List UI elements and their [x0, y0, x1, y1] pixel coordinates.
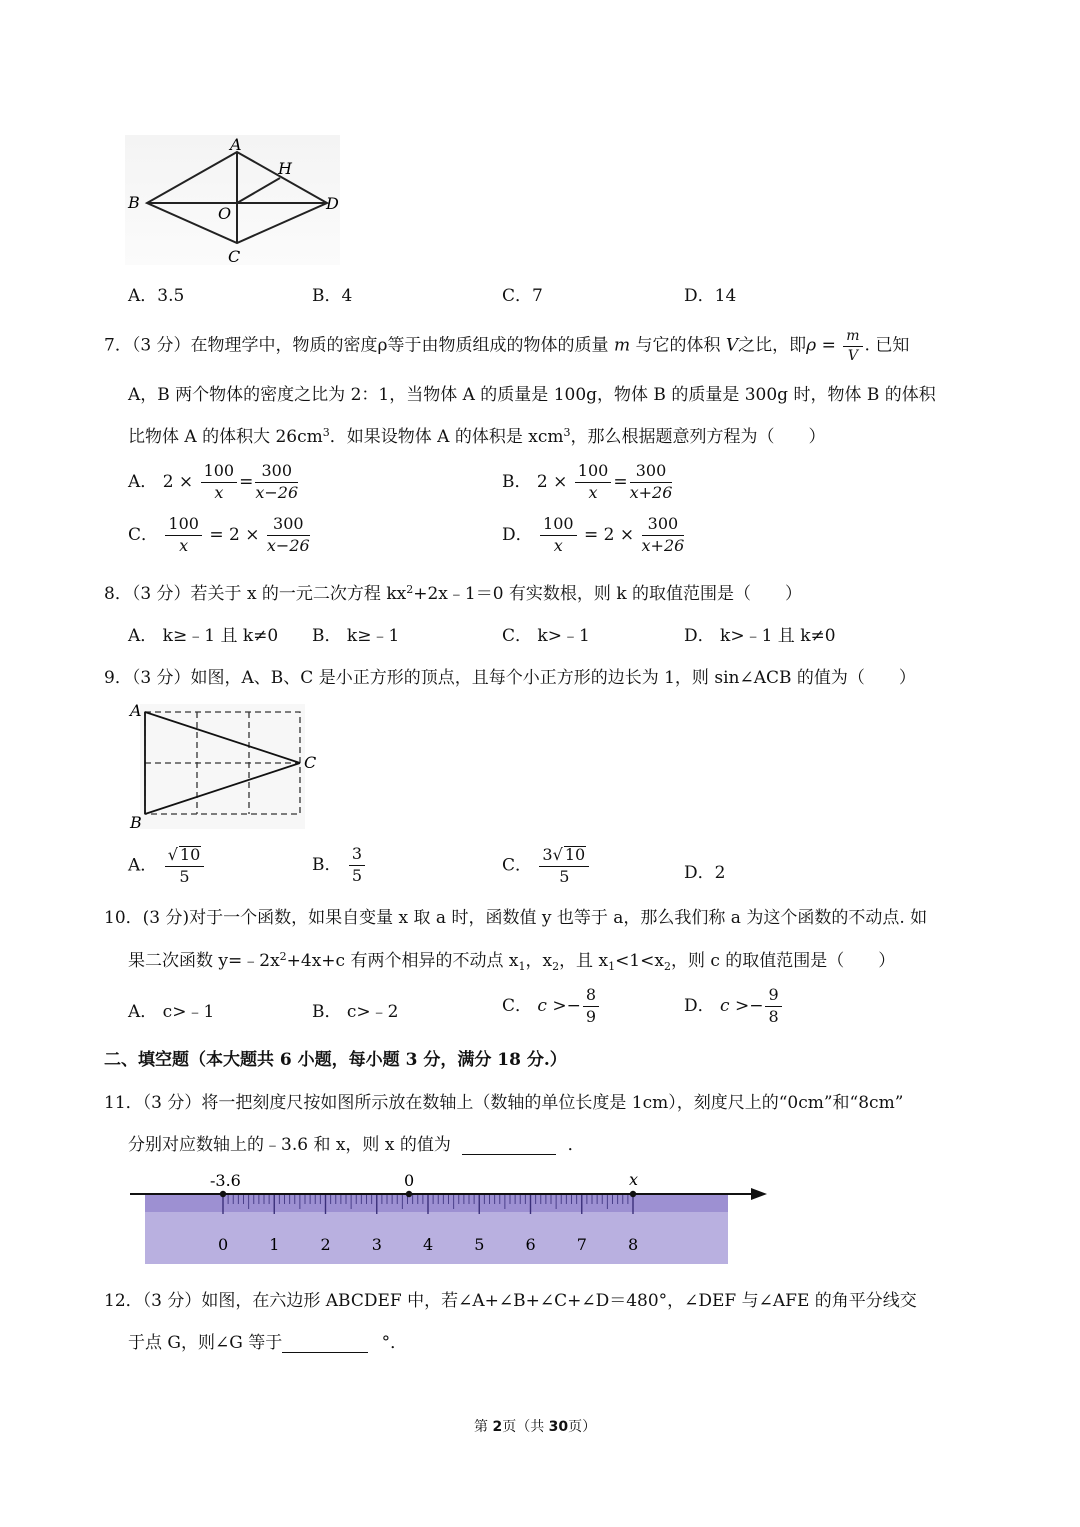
q8-option-d: D． k>﹣1 且 k≠0	[684, 626, 836, 646]
q7-c-d1: x	[179, 535, 189, 555]
q9-option-b	[312, 846, 367, 885]
q11-end: ．	[567, 1135, 585, 1155]
q7-d-d2: x+26	[641, 535, 685, 555]
q8-stem	[104, 579, 802, 604]
q7-a-n2: 300	[255, 463, 298, 483]
fig9-label-c: C	[304, 753, 317, 772]
q7-a-eq: =	[239, 471, 254, 492]
fig6-label-o: O	[218, 204, 232, 223]
rhombus-figure	[120, 130, 350, 270]
q10-sub-1b: 1	[608, 960, 616, 973]
ruler-tick-label: 1	[269, 1235, 280, 1254]
grid-triangle-figure	[120, 696, 330, 836]
q10-d-den: 8	[768, 1006, 779, 1026]
q9-c-den: 5	[559, 866, 570, 886]
q7-b-frac2	[630, 463, 673, 502]
page-footer	[474, 1416, 596, 1436]
q7-a-pre: 2 ×	[162, 471, 194, 492]
q7-d-d1: x	[553, 535, 563, 555]
axis-label-zero: 0	[404, 1171, 415, 1190]
q6-option-c: C．7	[502, 286, 543, 306]
q7-c-d2: x−26	[266, 535, 310, 555]
q8-option-b: B． k≥﹣1	[312, 626, 400, 646]
q8-text-a: 8．（3 分）若关于 x 的一元二次方程 kx	[104, 584, 407, 604]
q7-a-frac2	[255, 463, 298, 502]
section-title-n3: 18	[497, 1050, 521, 1070]
q10-option-d	[684, 987, 784, 1026]
q7-a-d1: x	[214, 482, 224, 502]
q9-option-d: D．2	[684, 863, 726, 883]
q7-d-n2: 300	[642, 516, 685, 536]
q7-sup-a: 3	[322, 426, 330, 439]
q10-text-f: ，则 c 的取值范围是（ ）	[670, 951, 896, 971]
q10-c-label: C．	[502, 995, 533, 1016]
q7-b-d1: x	[588, 482, 598, 502]
q7-text-3a: 比物体 A 的体积大 26cm	[128, 427, 323, 447]
q10-option-b: B． c>﹣2	[312, 1002, 399, 1022]
section-title	[104, 1045, 567, 1070]
q7-a-frac1	[201, 463, 238, 502]
fig6-label-b: B	[128, 193, 140, 212]
q9-a-den: 5	[179, 866, 190, 886]
q10-sub-2a: 2	[552, 960, 560, 973]
q7-sup-b: 3	[563, 426, 571, 439]
q10-text-c: ，x	[525, 951, 553, 971]
q10-c-num: 8	[583, 987, 599, 1007]
q7-b-frac1	[575, 463, 612, 502]
q7-d-frac1	[540, 516, 577, 555]
q7-text-1c: 之比，即	[738, 335, 807, 356]
q9-c-root: 10	[564, 845, 586, 864]
section-title-d: 分.）	[520, 1050, 567, 1070]
q7-b-label: B．	[502, 471, 532, 492]
q7-b-eq: =	[613, 471, 628, 492]
q7-text-1b: 与它的体积	[635, 335, 721, 356]
q7-b-n1: 100	[575, 463, 612, 483]
ruler-tick-label: 6	[525, 1235, 536, 1254]
ruler-tick-label: 0	[218, 1235, 229, 1254]
q7-b-n2: 300	[630, 463, 673, 483]
footer-a: 第	[474, 1419, 493, 1435]
q9-a-label: A．	[128, 855, 158, 876]
q7-text-3c: ，那么根据题意列方程为（ ）	[570, 427, 826, 447]
q8-option-c: C． k>﹣1	[502, 626, 590, 646]
q7-option-d	[502, 516, 686, 555]
section-title-n2: 3	[405, 1050, 418, 1070]
q7-option-b	[502, 463, 674, 502]
section-title-c: 分，满分	[417, 1050, 498, 1070]
q7-frac-den: V	[847, 347, 858, 364]
q7-text-1d: . 已知	[864, 335, 910, 356]
fig6-label-d: D	[326, 194, 339, 213]
q12-end: °．	[381, 1333, 408, 1353]
q7-d-n1: 100	[540, 516, 577, 536]
q7-line3	[128, 422, 825, 447]
sqrt-symbol: √	[167, 845, 178, 864]
number-line-ruler-figure	[125, 1168, 775, 1266]
q7-var-v: V	[725, 335, 739, 356]
q10-c-den: 9	[585, 1006, 597, 1026]
q7-frac-num: m	[843, 329, 862, 347]
q12-line1: 12．（3 分）如图，在六边形 ABCDEF 中，若∠A+∠B+∠C+∠D＝480°，∠DEF 与∠AFE 的角平分线交	[104, 1291, 917, 1311]
q9-b-den: 5	[351, 865, 363, 885]
q9-option-a	[128, 846, 206, 886]
ruler-tick-label: 5	[474, 1235, 485, 1254]
q6-option-d: D．14	[684, 286, 737, 306]
q7-c-n2: 300	[267, 516, 310, 536]
q9-c-coef: 3	[542, 845, 553, 864]
q7-line2: A，B 两个物体的密度之比为 2：1，当物体 A 的质量是 100g，物体 B 的质量是 300g 时，物体 B 的体积	[128, 385, 936, 405]
q12-answer-blank[interactable]	[282, 1334, 368, 1353]
ruler-tick-label: 7	[576, 1235, 587, 1254]
q7-d-eq: = 2 ×	[584, 524, 635, 545]
q10-option-a: A． c>﹣1	[128, 1002, 215, 1022]
q7-c-frac2	[267, 516, 310, 555]
q12-text: 于点 G，则∠G 等于	[128, 1333, 283, 1353]
fig6-label-a: A	[230, 135, 242, 154]
q10-text-d: ，且 x	[559, 951, 609, 971]
q10-text-e: <1<x	[615, 951, 664, 971]
q7-a-label: A．	[128, 471, 158, 492]
q9-c-frac	[539, 846, 589, 886]
q7-c-eq: = 2 ×	[209, 524, 260, 545]
q8-option-a: A． k≥﹣1 且 k≠0	[128, 626, 279, 646]
q10-line2	[128, 946, 895, 971]
q11-line2	[128, 1130, 585, 1155]
q7-number: 7．（3 分）	[104, 335, 191, 356]
q9-c-label: C．	[502, 855, 533, 876]
q7-a-d2: x−26	[255, 482, 299, 502]
ruler-tick-label: 3	[371, 1235, 382, 1254]
q10-d-num: 9	[765, 987, 781, 1007]
q11-text: 分别对应数轴上的﹣3.6 和 x，则 x 的值为	[128, 1135, 451, 1155]
footer-c: 页）	[568, 1419, 597, 1435]
q7-density-fraction	[843, 329, 862, 363]
q10-d-label: D．	[684, 995, 715, 1016]
q10-sup: 2	[279, 950, 287, 963]
q12-line2	[128, 1328, 407, 1353]
q7-text-3b: ．如果设物体 A 的体积是 xcm	[329, 427, 564, 447]
sqrt-symbol: √	[552, 845, 563, 864]
ruler-tick-label: 4	[423, 1235, 434, 1254]
q9-b-frac	[349, 846, 365, 885]
q7-line1	[104, 329, 909, 363]
q7-option-a	[128, 463, 300, 502]
axis-label-x: x	[629, 1170, 639, 1189]
q10-sub-2b: 2	[663, 960, 671, 973]
q7-b-pre: 2 ×	[536, 471, 568, 492]
q10-d-pre: c >−	[720, 995, 764, 1016]
footer-total-pages: 30	[548, 1419, 569, 1435]
q7-a-n1: 100	[201, 463, 238, 483]
q7-d-label: D．	[502, 524, 533, 545]
q7-b-d2: x+26	[629, 482, 673, 502]
ruler-tick-label: 8	[628, 1235, 639, 1254]
q7-text-1: 在物理学中，物质的密度ρ等于由物质组成的物体的质量	[190, 335, 609, 356]
q7-d-frac2	[642, 516, 685, 555]
q9-a-root: 10	[179, 845, 201, 864]
q10-text-b: +4x+c 有两个相异的不动点 x	[286, 951, 519, 971]
q10-line1: 10．(3 分)对于一个函数，如果自变量 x 取 a 时，函数值 y 也等于 a，那么我们称 a 为这个函数的不动点. 如	[104, 908, 928, 928]
q9-stem: 9．（3 分）如图，A、B、C 是小正方形的顶点，且每个小正方形的边长为 1，则 sin∠ACB 的值为（ ）	[104, 668, 916, 688]
q8-sup: 2	[406, 583, 414, 596]
q11-answer-blank[interactable]	[462, 1136, 556, 1155]
q6-option-b: B．4	[312, 286, 353, 306]
q7-rho: ρ =	[806, 335, 836, 356]
q10-text-a: 果二次函数 y=﹣2x	[128, 951, 280, 971]
q9-b-num: 3	[349, 846, 365, 866]
section-title-b: 小题，每小题	[291, 1050, 406, 1070]
q11-line1: 11．（3 分）将一把刻度尺按如图所示放在数轴上（数轴的单位长度是 1cm），刻度尺上的“0cm”和“8cm”	[104, 1093, 904, 1113]
q9-option-c	[502, 846, 591, 886]
q9-b-label: B．	[312, 854, 342, 875]
q10-d-frac	[765, 987, 781, 1026]
q10-c-frac	[583, 987, 599, 1026]
q7-c-frac1	[165, 516, 202, 555]
q10-sub-1a: 1	[518, 960, 526, 973]
q9-a-frac	[165, 846, 205, 886]
q10-c-pre: c >−	[537, 995, 581, 1016]
q8-text-b: +2x﹣1＝0 有实数根，则 k 的取值范围是（ ）	[413, 584, 803, 604]
q7-option-c	[128, 516, 312, 555]
footer-b: 页（共	[502, 1419, 549, 1435]
ruler-tick-label: 2	[320, 1235, 331, 1254]
q7-var-m: m	[613, 335, 631, 356]
footer-page-number: 2	[492, 1419, 503, 1435]
section-title-a: 二、填空题（本大题共	[104, 1050, 280, 1070]
q7-c-label: C．	[128, 524, 159, 545]
axis-label-neg3-6: -3.6	[210, 1171, 241, 1190]
section-title-n1: 6	[279, 1050, 292, 1070]
fig9-label-a: A	[130, 701, 142, 720]
fig9-label-b: B	[130, 813, 142, 832]
fig6-label-h: H	[278, 159, 292, 178]
q10-option-c	[502, 987, 601, 1026]
q6-option-a: A．3.5	[128, 286, 185, 306]
q7-c-n1: 100	[165, 516, 202, 536]
fig6-label-c: C	[228, 247, 241, 266]
